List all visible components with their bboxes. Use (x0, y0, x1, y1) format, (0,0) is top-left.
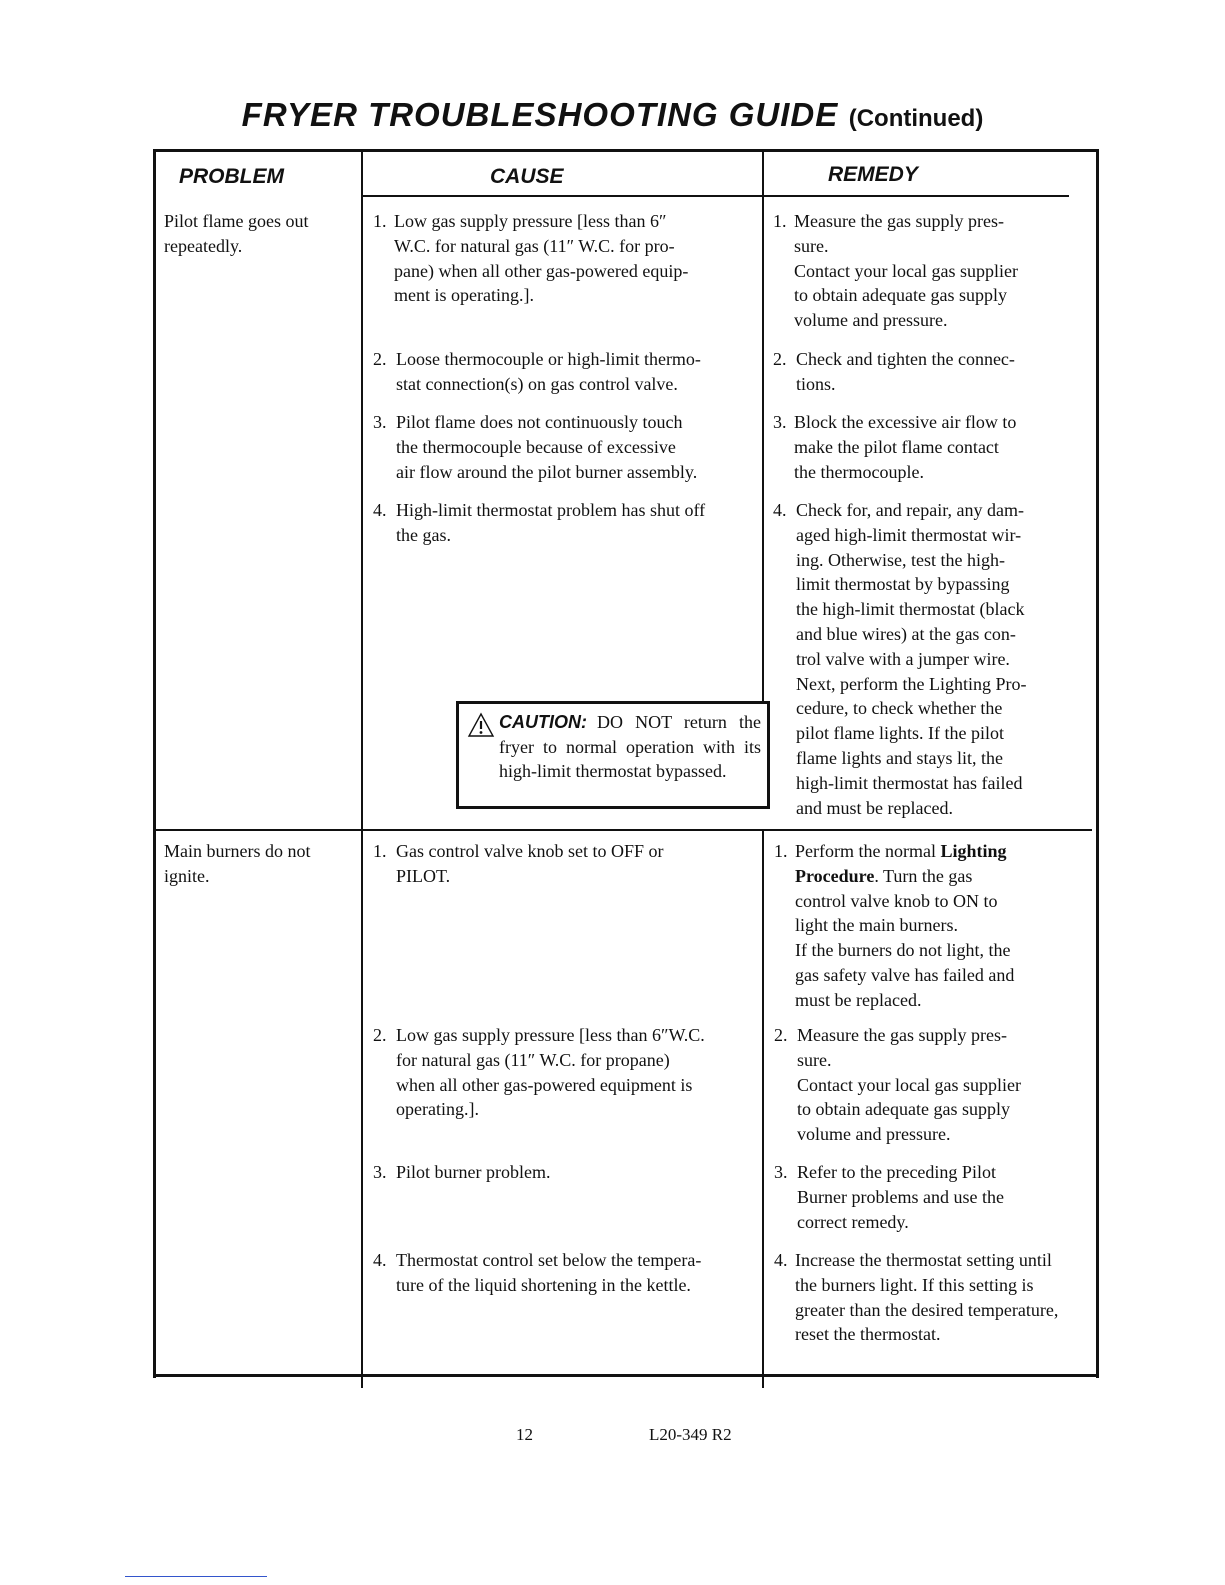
remedy-item (773, 498, 1093, 820)
cause-item (373, 1248, 758, 1298)
cause-text: Pilot burner problem. (396, 1162, 551, 1182)
header-remedy: REMEDY (828, 163, 918, 186)
cause-item (373, 1160, 758, 1185)
cause-text: Low gas supply pressure [less than 6″W.C. for natural gas (11″ W.C. for propane) when all other gas-powered equipment is operating.]. (396, 1025, 705, 1120)
remedy-item (774, 1248, 1104, 1347)
cause-text: High-limit thermostat problem has shut off the gas. (396, 500, 706, 545)
remedy-item (774, 1023, 1094, 1147)
cause-num: 1. (373, 841, 387, 861)
problem-main-burners: Main burners do not ignite. (164, 841, 311, 886)
table-bottom-border (153, 1374, 1099, 1377)
remedy-text: Block the excessive air flow to make the pilot flame contact the thermocouple. (794, 412, 1017, 482)
column-divider-1 (361, 152, 363, 1388)
remedy-num: 1. (774, 841, 788, 861)
cause-item (373, 410, 758, 484)
remedy-item (773, 209, 1093, 333)
cause-num: 2. (373, 349, 387, 369)
remedy-text (795, 839, 1094, 1013)
cause-num: 4. (373, 500, 387, 520)
cause-num: 3. (373, 1162, 387, 1182)
section-divider-right (762, 829, 1092, 831)
caution-text: DO NOT return the fryer to normal operation with its high-limit thermostat bypassed. (499, 712, 761, 781)
remedy-text: Increase the thermostat setting until the burners light. If this setting is greater than the desired temperature, reset the thermostat. (795, 1250, 1059, 1345)
header-cause: CAUSE (490, 165, 564, 188)
remedy-text-pre: Perform the normal (795, 841, 941, 861)
cause-item (373, 1023, 758, 1122)
problem-pilot-flame: Pilot flame goes out repeatedly. (164, 211, 309, 256)
remedy-num: 1. (773, 211, 787, 231)
page-number: 12 (516, 1425, 533, 1444)
cause-item (373, 839, 758, 889)
remedy-item (773, 347, 1093, 397)
remedy-item (773, 410, 1093, 484)
remedy-bold-procedure: Procedure (795, 865, 875, 886)
cause-text: Low gas supply pressure [less than 6″ W.C. for natural gas (11″ W.C. for pro- pane) when all other gas-powered equip- ment is operating.]. (394, 211, 689, 306)
warning-triangle-icon (467, 712, 495, 738)
cause-num: 3. (373, 412, 387, 432)
remedy-text: Measure the gas supply pres- sure. Contact your local gas supplier to obtain adequate gas supply volume and pressure. (797, 1025, 1021, 1145)
remedy-text: Check for, and repair, any dam- aged high-limit thermostat wir- ing. Otherwise, test the high- limit thermostat by bypassing the high-limit thermostat (black and blue wires) at the gas con- trol valve with a jumper wire. Next, perform the Lighting Pro- cedure, to check whether the pilot flame lights. If the pilot flame lights and stays lit, the high-limit thermostat has failed and must be replaced. (796, 500, 1027, 818)
cause-num: 1. (373, 211, 387, 231)
header-problem: PROBLEM (179, 165, 284, 188)
remedy-item (774, 1160, 1094, 1234)
remedy-item (774, 839, 1094, 1013)
remedy-num: 2. (773, 349, 787, 369)
remedy-text: Measure the gas supply pres- sure. Contact your local gas supplier to obtain adequate gas supply volume and pressure. (794, 211, 1018, 331)
caution-box (456, 701, 770, 809)
cause-text: Loose thermocouple or high-limit thermo- stat connection(s) on gas control valve. (396, 349, 701, 394)
caution-label: CAUTION: (499, 712, 587, 732)
document-number: L20-349 R2 (649, 1425, 732, 1444)
cause-item (373, 498, 758, 548)
remedy-text: Check and tighten the connec- tions. (796, 349, 1015, 394)
remedy-num: 4. (773, 500, 787, 520)
section-divider (153, 829, 778, 831)
column-divider-2b (762, 830, 764, 1388)
remedy-num: 4. (774, 1250, 788, 1270)
caution-text-block (499, 710, 761, 784)
page-title (0, 96, 1225, 134)
remedy-num: 3. (773, 412, 787, 432)
cause-item (373, 209, 758, 308)
remedy-bold-lighting: Lighting (940, 841, 1007, 861)
remedy-text: Refer to the preceding Pilot Burner problems and use the correct remedy. (797, 1162, 1004, 1232)
bottom-link-underline (125, 1576, 267, 1577)
cause-text: Gas control valve knob set to OFF or PILOT. (396, 841, 664, 886)
cause-num: 2. (373, 1025, 387, 1045)
remedy-text-post: . Turn the gas control valve knob to ON to light the main burners. If the burners do not light, the gas safety valve has failed and must be replaced. (795, 865, 1015, 1010)
column-divider-2 (762, 152, 764, 707)
cause-text: Thermostat control set below the tempera- ture of the liquid shortening in the kettle. (396, 1250, 702, 1295)
cause-item (373, 347, 758, 397)
cause-num: 4. (373, 1250, 387, 1270)
remedy-num: 2. (774, 1025, 788, 1045)
title-main: FRYER TROUBLESHOOTING GUIDE (241, 96, 839, 133)
remedy-num: 3. (774, 1162, 788, 1182)
cause-text: Pilot flame does not continuously touch the thermocouple because of excessive air flow around the pilot burner assembly. (396, 412, 698, 482)
title-continued: (Continued) (848, 105, 984, 132)
header-underline (361, 195, 1069, 197)
